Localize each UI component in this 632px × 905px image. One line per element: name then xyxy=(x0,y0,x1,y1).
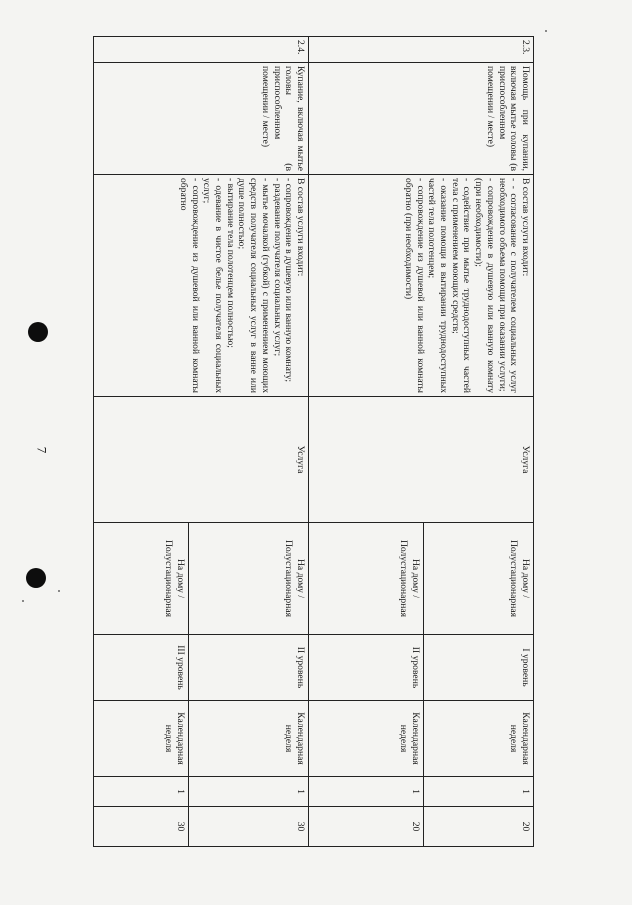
scan-speck xyxy=(545,30,547,32)
service-level-cell: II уровень xyxy=(189,635,309,701)
description-line: - содействие при мытье труднодоступных частей тела с применением моющих средств; xyxy=(449,178,473,393)
service-form-cell: На дому / Полустационарная xyxy=(309,523,424,635)
service-count-cell: 1 xyxy=(94,777,189,807)
service-period-cell: Календарная неделя xyxy=(309,701,424,777)
description-line: - - согласование с получателем социальных услуг необходимого объема помощи при оказании услуги; xyxy=(496,178,520,393)
service-level-cell: II уровень xyxy=(309,635,424,701)
service-period-cell: Календарная неделя xyxy=(424,701,534,777)
service-type-cell: Услуга xyxy=(309,397,534,523)
punch-hole-top xyxy=(28,322,48,342)
service-period-cell: Календарная неделя xyxy=(189,701,309,777)
row-number-cell: 2.4. xyxy=(94,37,309,63)
service-level-cell: III уровень xyxy=(94,635,189,701)
scan-speck xyxy=(22,600,24,602)
description-line: - сопровождение из душевой или ванной комнаты обратно (при необходимости) xyxy=(402,178,426,393)
description-line: - сопровождение из душевой или ванной комнаты обратно xyxy=(177,178,201,393)
punch-hole-bottom xyxy=(26,568,46,588)
service-table xyxy=(93,36,534,847)
service-name-cell: Помощь при купании, включая мытье головы (в приспособленном помещении / месте) xyxy=(309,63,534,175)
service-form-cell: На дому / Полустационарная xyxy=(424,523,534,635)
service-table-wrapper xyxy=(94,36,534,846)
description-line: - вытирание тела полотенцем полностью; xyxy=(224,178,236,348)
service-time-cell: 30 xyxy=(94,807,189,847)
page-number: 7 xyxy=(34,446,50,454)
service-type-cell: Услуга xyxy=(94,397,309,523)
description-line: В состав услуги входит: xyxy=(295,178,306,277)
description-line: - одевание в чистое белье получателя социальных услуг; xyxy=(201,178,225,393)
service-form-cell: На дому / Полустационарная xyxy=(189,523,309,635)
service-form-cell: На дому / Полустационарная xyxy=(94,523,189,635)
service-description-cell xyxy=(94,175,309,397)
description-line: - мытье мочалкой (губкой) с применением моющих средств получателя социальных услуг в ванне или душе полностью; xyxy=(236,178,271,393)
service-count-cell: 1 xyxy=(309,777,424,807)
row-number-cell: 2.3. xyxy=(309,37,534,63)
service-count-cell: 1 xyxy=(189,777,309,807)
table-row-2-4 xyxy=(189,37,309,847)
service-level-cell: I уровень xyxy=(424,635,534,701)
service-period-cell: Календарная неделя xyxy=(94,701,189,777)
description-line: - оказание помощи в вытирании труднодоступных частей тела полотенцем; xyxy=(426,178,450,393)
service-description-cell xyxy=(309,175,534,397)
description-line: В состав услуги входит: xyxy=(520,178,531,277)
description-line: - сопровождение в душевую или ванную комнату; xyxy=(283,178,295,383)
service-count-cell: 1 xyxy=(424,777,534,807)
description-line: - раздевание получателя социальных услуг; xyxy=(271,178,283,357)
service-time-cell: 20 xyxy=(309,807,424,847)
description-line: - сопровождение в душевую или ванную комнату (при необходимости); xyxy=(473,178,496,393)
scan-speck xyxy=(58,590,60,592)
table-row-2-3 xyxy=(424,37,534,847)
service-time-cell: 30 xyxy=(189,807,309,847)
service-name-cell: Купание, включая мытье головы (в приспособленном помещении / месте) xyxy=(94,63,309,175)
service-time-cell: 20 xyxy=(424,807,534,847)
